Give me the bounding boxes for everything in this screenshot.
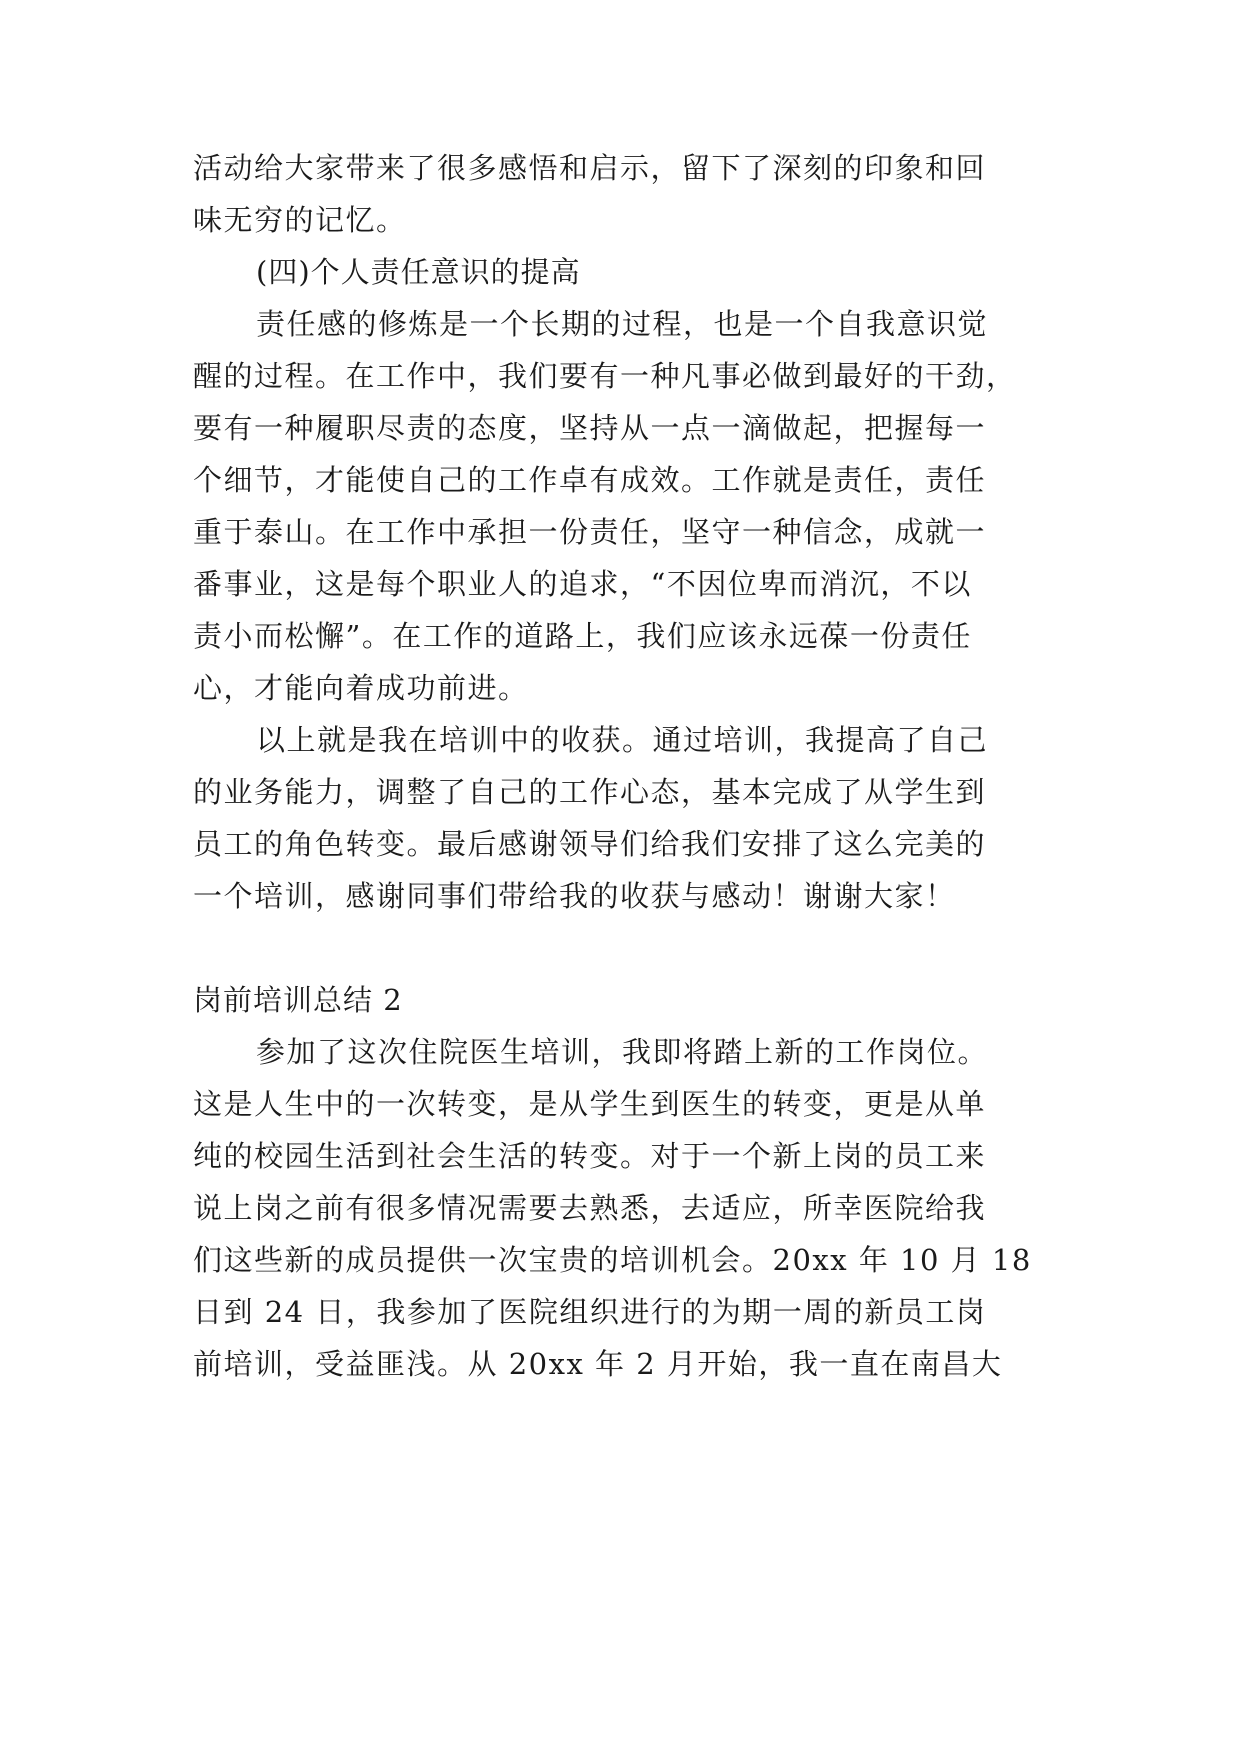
paragraph-line: 活动给大家带来了很多感悟和启示，留下了深刻的印象和回 xyxy=(193,151,987,185)
paragraph-line: 重于泰山。在工作中承担一份责任，坚守一种信念，成就一 xyxy=(193,515,987,549)
paragraph-line: 们这些新的成员提供一次宝贵的培训机会。20xx 年 10 月 18 xyxy=(193,1243,1032,1277)
paragraph-line: 日到 24 日，我参加了医院组织进行的为期一周的新员工岗 xyxy=(193,1295,987,1329)
paragraph-line: 要有一种履职尽责的态度，坚持从一点一滴做起，把握每一 xyxy=(193,411,987,445)
paragraph-line: 一个培训，感谢同事们带给我的收获与感动！谢谢大家！ xyxy=(193,879,956,913)
paragraph-line: 以上就是我在培训中的收获。通过培训，我提高了自己 xyxy=(256,723,989,757)
paragraph-line: 前培训，受益匪浅。从 20xx 年 2 月开始，我一直在南昌大 xyxy=(193,1347,1003,1381)
document-section-title: 岗前培训总结 2 xyxy=(193,983,403,1017)
paragraph-line: 醒的过程。在工作中，我们要有一种凡事必做到最好的干劲， xyxy=(193,359,1017,393)
paragraph-line: 责任感的修炼是一个长期的过程，也是一个自我意识觉 xyxy=(256,307,989,341)
paragraph-line: 心，才能向着成功前进。 xyxy=(193,671,529,705)
paragraph-line: 纯的校园生活到社会生活的转变。对于一个新上岗的员工来 xyxy=(193,1139,987,1173)
section-subheading: (四)个人责任意识的提高 xyxy=(256,255,581,289)
paragraph-line: 个细节，才能使自己的工作卓有成效。工作就是责任，责任 xyxy=(193,463,987,497)
paragraph-line: 责小而松懈”。在工作的道路上，我们应该永远葆一份责任 xyxy=(193,619,972,653)
paragraph-line: 番事业，这是每个职业人的追求，“不因位卑而消沉，不以 xyxy=(193,567,972,601)
paragraph-line: 说上岗之前有很多情况需要去熟悉，去适应，所幸医院给我 xyxy=(193,1191,987,1225)
paragraph-line: 员工的角色转变。最后感谢领导们给我们安排了这么完美的 xyxy=(193,827,987,861)
paragraph-line: 的业务能力，调整了自己的工作心态，基本完成了从学生到 xyxy=(193,775,987,809)
paragraph-line: 这是人生中的一次转变，是从学生到医生的转变，更是从单 xyxy=(193,1087,987,1121)
paragraph-line: 参加了这次住院医生培训，我即将踏上新的工作岗位。 xyxy=(256,1035,989,1069)
paragraph-line: 味无穷的记忆。 xyxy=(193,203,407,237)
